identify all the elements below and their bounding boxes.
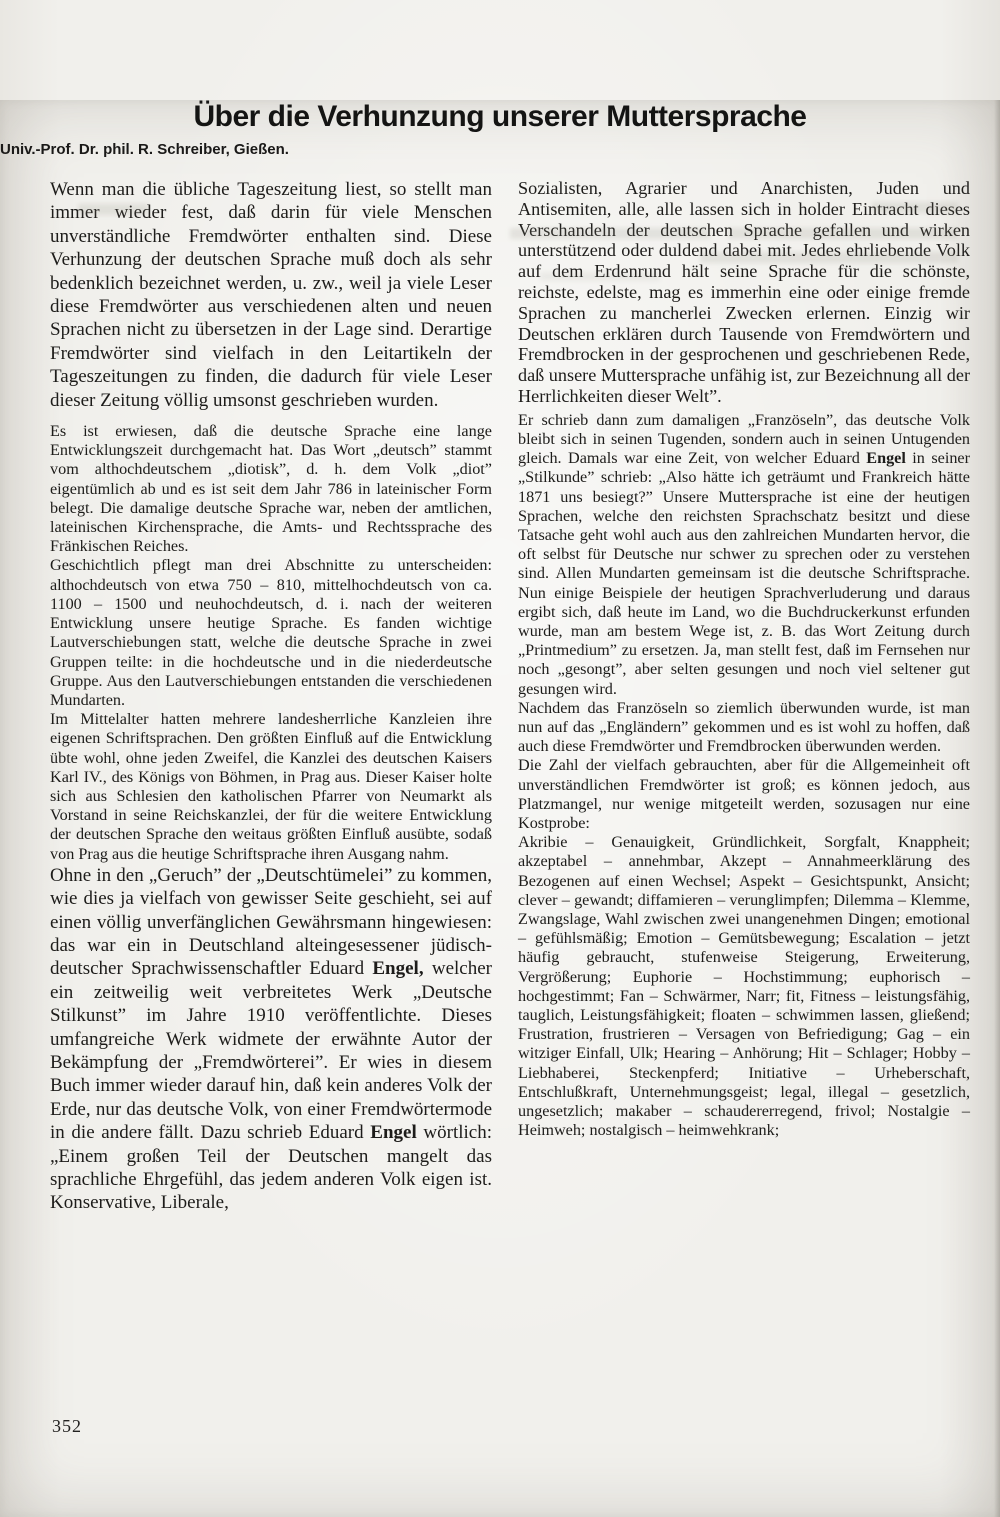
text-segment: in seiner „Stilkunde” schrieb: „Also hätte ich geträumt und Frankreich hätte 1871 uns besiegt?” Unsere Muttersprache ist eine der heutigen Sprachen, welche den reichsten Sprachschatz besitzt und diese Tatsache geht wohl auch aus den zahlreichen Mundarten hervor, die oft selbst für Deutsche nur schwer zu sprechen oder zu verstehen sind. Allen Mundarten gemeinsam ist die deutsche Schriftsprache. Nun einige Beispiele der heutigen Sprachverluderung und daraus ergibt sich, daß heute im Land, wo die Buchdruckerkunst erfunden wurde, man am bestem Wege ist, z. B. das Wort Zeitung durch „Printmedium” zu ersetzen. Ja, man stellt fest, daß im Fernsehen nur noch „gesongt”, aber selten gesungen und noch viel seltener gut gesungen wird.: [518, 449, 970, 698]
text-segment-bold: Engel: [866, 449, 906, 468]
right-column: [518, 178, 970, 1215]
article-header: [0, 100, 1000, 158]
paragraph-continuation: Sozialisten, Agrarier und Anarchisten, Juden und Antisemiten, alle, alle lassen sich in holder Eintracht dieses Verschandeln der deutschen Sprache gefallen und wirken unterstützend oder duldend dabei mit. Jedes ehrliebende Volk auf dem Erdenrund hält seine Sprache für die schönste, reichste, edelste, mag es immerhin eine oder einige fremde Sprachen zu mancherlei Zwecken erlernen. Einzig wir Deutschen erklären durch Tausende von Fremdwörtern und Fremdbrocken in der gesprochenen und geschriebenen Rede, daß unsere Muttersprache unfähig ist, zur Bezeichnung all der Herrlichkeiten dieser Welt”.: [518, 178, 970, 406]
left-column: [50, 178, 492, 1215]
text-segment-bold: Engel,: [372, 958, 424, 980]
paragraph-history-1: Es ist erwiesen, daß die deutsche Sprache eine lange Entwicklungszeit durchgemacht hat. Das Wort „deutsch” stammt vom althochdeutschem „diotisk”, d. h. dem Volk „diot” eigentümlich ab und es ist seit dem Jahr 786 in lateinischer Form belegt. Die damalige deutsche Sprache war, neben der amtlichen, lateinischen Kirchensprache, die Amts- und Rechtssprache des Fränkischen Reiches.: [50, 422, 492, 556]
text-segment: Er schrieb dann zum damaligen „Französeln”, das deutsche Volk bleibt sich in seinen Tugenden, sondern auch in seinen Untugenden gleich. Damals war eine Zeit, von welcher Eduard: [518, 410, 970, 468]
text-segment: wörtlich: „Einem großen Teil der Deutschen mangelt das sprachliche Ehrgefühl, das jedem anderen Volk eigen ist. Konservative, Liberale,: [50, 1122, 492, 1214]
paragraph-kostprobe-intro: Die Zahl der vielfach gebrauchten, aber für die Allgemeinheit oft unverständlichen Fremdwörter ist groß; es können jedoch, aus Platzmangel, nur wenige mitgeteilt werden, sozusagen nur eine Kostprobe:: [518, 756, 970, 833]
paragraph-chancelleries: Im Mittelalter hatten mehrere landesherrliche Kanzleien ihre eigenen Schriftsprachen. Den größten Einfluß auf die Entwicklung übte wohl, ohne jeden Zweifel, die Kanzlei des deutschen Kaisers Karl IV., des Königs von Böhmen, in Prag aus. Dieser Kaiser holte sich aus Schlesien den katholischen Pfarrer von Neumarkt als Vorstand in seine Reichskanzlei, der für die weitere Entwicklung der deutschen Sprache den weitaus größten Einfluß ausübte, sodaß von Prag aus die heutige Schriftsprache ihren Ausgang nahm.: [50, 710, 492, 863]
page-number: 352: [52, 1416, 82, 1436]
paragraph-engel: [50, 864, 492, 1215]
scanned-article-page: [0, 100, 1000, 1517]
paragraph-glossary: Akribie – Genauigkeit, Gründlichkeit, Sorgfalt, Knappheit; akzeptabel – annehmbar, Akzept – Annahmeerklärung des Bezogenen auf einen Wechsel; Aspekt – Gesichtspunkt, Ansicht; clever – gewandt; diffamieren – verunglimpfen; Dilemma – Klemme, Zwangslage, Wahl zwischen zwei unangenehmen Dingen; emotional – gefühlsmäßig; Emotion – Gemütsbewegung; Escalation – jetzt häufig gebraucht, stufenweise Steigerung, Erweiterung, Vergrößerung; Euphorie – Hochstimmung; euphorisch – hochgestimmt; Fan – Schwärmer, Narr; fit, Fitness – leistungsfähig, tauglich, Leistungsfähigkeit; floaten – schwimmen lassen, gließend; Frustration, frustrieren – Versagen von Befriedigung; Gag – ein witziger Einfall, Ulk; Hearing – Anhörung; Hit – Schlager; Hobby – Liebhaberei, Steckenpferd; Initiative – Urheberschaft, Entschlußkraft, Unternehmungsgeist; legal, illegal – gesetzlich, ungesetzlich; makaber – schaudererregend, frivol; Nostalgie – Heimweh; nostalgisch – heimwehkrank;: [518, 833, 970, 1140]
text-segment: Ohne in den „Geruch” der „Deutschtümelei” zu kommen, wie dies ja vielfach von gewisser Seite geschieht, sei auf einen völlig unverfänglichen Gewährsmann hingewiesen: das war ein in Deutschland alteingesessener jüdisch-deutscher Sprachwissenschaftler Eduard: [50, 864, 492, 980]
text-segment: welcher ein zeitweilig weit verbreitetes Werk „Deutsche Stilkunst” im Jahre 1910 veröffentlichte. Dieses umfangreiche Werk widmete der erwähnte Autor der Bekämpfung der „Fremdwörterei”. Er wies in diesem Buch immer wieder darauf hin, daß kein anderes Volk der Erde, nur das deutsche Volk, von einer Fremdwörtermode in die andere fällt. Dazu schrieb Eduard: [50, 958, 492, 1144]
article-title: Über die Verhunzung unserer Muttersprache: [193, 100, 807, 133]
text-segment-bold: Engel: [370, 1122, 417, 1144]
article-byline: Univ.-Prof. Dr. phil. R. Schreiber, Gießen.: [0, 141, 289, 158]
paragraph-history-2: Geschichtlich pflegt man drei Abschnitte zu unterscheiden: althochdeutsch von etwa 750 – 810, mittelhochdeutsch von ca. 1100 – 1500 und neuhochdeutsch, d. i. nach der weiteren Entwicklung unsere heutige Sprache. Es fanden wichtige Lautverschiebungen statt, welche die deutsche Sprache in zwei Gruppen teilte: in die hochdeutsche und in die niederdeutsche Gruppe. Aus den Lautverschiebungen entstanden die verschiedenen Mundarten.: [50, 556, 492, 709]
paragraph-englaendern: Nachdem das Französeln so ziemlich überwunden wurde, ist man nun auf das „Engländern” gekommen und es ist wohl zu hoffen, daß auch diese Fremdwörter und Fremdbrocken überwunden werden.: [518, 698, 970, 756]
scan-edge-shadow: [994, 100, 1000, 1517]
paragraph-intro: Wenn man die übliche Tageszeitung liest, so stellt man immer wieder fest, daß darin für viele Menschen unverständliche Fremdwörter enthalten sind. Diese Verhunzung der deutschen Sprache muß doch als sehr bedenklich bezeichnet werden, u. zw., weil ja viele Leser diese Fremdwörter aus verschiedenen alten und neuen Sprachen nicht zu übersetzen in der Lage sind. Derartige Fremdwörter sind vielfach in den Leitartikeln der Tageszeitungen zu finden, die dadurch für viele Leser dieser Zeitung völlig umsonst geschrieben wurden.: [50, 179, 492, 411]
article-body: [50, 178, 970, 1215]
paragraph-stilkunde: [518, 411, 970, 699]
